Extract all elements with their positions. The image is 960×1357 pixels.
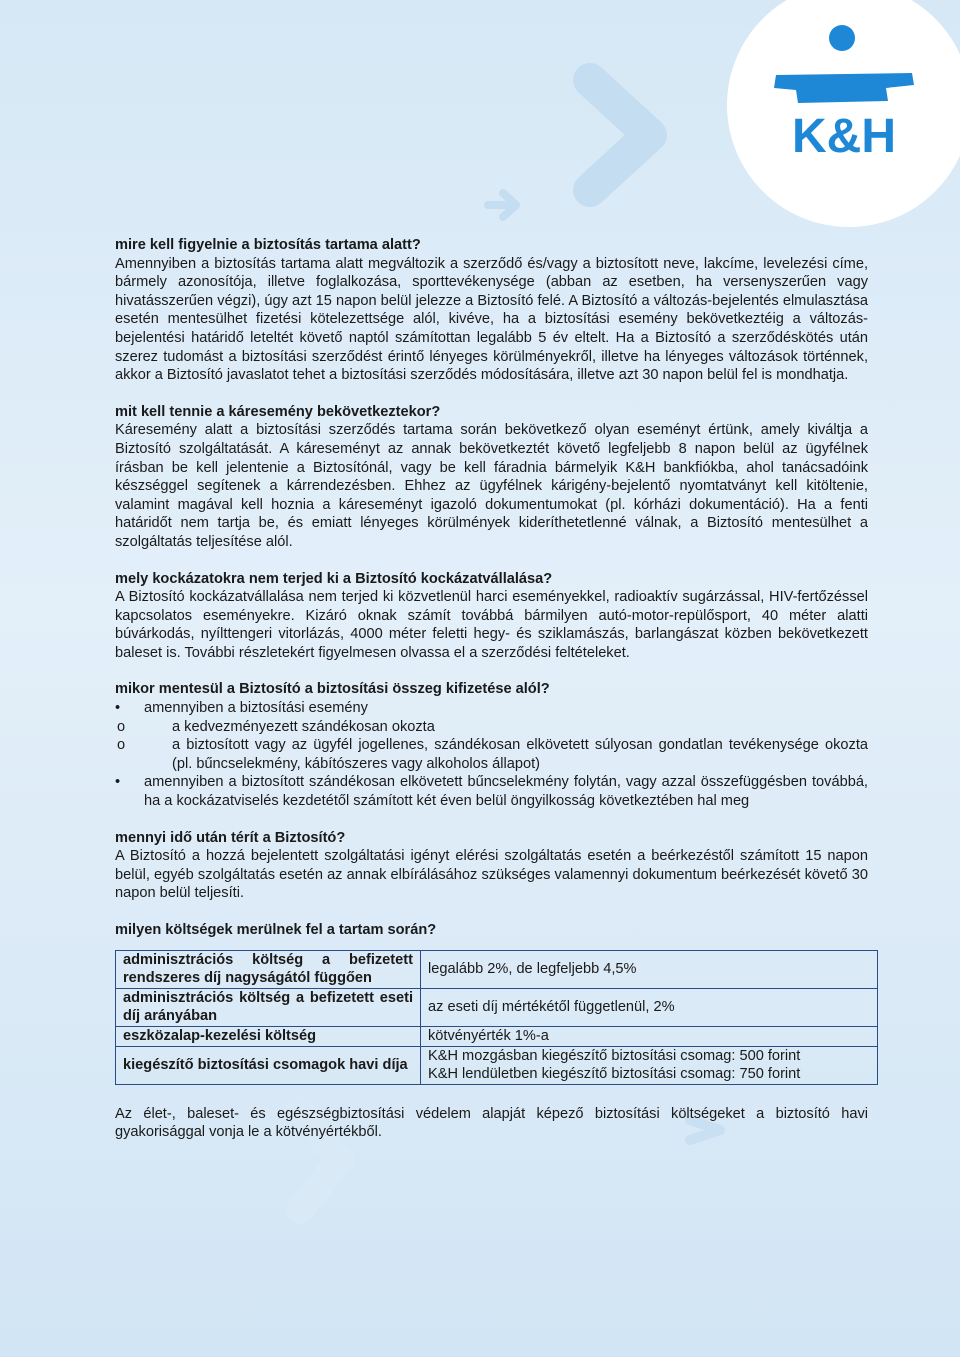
footer-paragraph: Az élet-, baleset- és egészségbiztosítási védelem alapját képező biztosítási költségeket a biztosító havi gyakorisággal vonja le a kötvényértékből. <box>115 1105 868 1141</box>
bullet-icon: • <box>115 700 121 717</box>
table-row <box>116 1026 878 1046</box>
list-item <box>115 773 868 810</box>
cost-type-cell: eszközalap-kezelési költség <box>116 1026 421 1046</box>
cost-value-cell: legalább 2%, de legfeljebb 4,5% <box>421 950 878 988</box>
table-row <box>116 1046 878 1084</box>
large-chevron-icon <box>590 80 650 190</box>
logo-text: K&H <box>792 110 896 163</box>
sub-list <box>117 718 868 774</box>
cost-value-cell: kötvényérték 1%-a <box>421 1026 878 1046</box>
section-paragraph: A Biztosító a hozzá bejelentett szolgáltatási igényt elérési szolgáltatás esetén a beérkezéstől számított 15 napon belül, egyéb szolgáltatás esetén az annak elbírálásához szükséges valamennyi dokumentum beérkezését követő 30 napon belül teljesíti. <box>115 848 868 902</box>
section-heading: mit kell tennie a káresemény bekövetkeztekor? <box>115 403 441 420</box>
document-body <box>115 236 868 1142</box>
bullet-icon: • <box>115 774 121 791</box>
list-item-text: amennyiben a biztosítási esemény <box>144 700 368 717</box>
section-paragraph: Káresemény alatt a biztosítási szerződés tartama során bekövetkező olyan eseményt értünk, amely kiváltja a Biztosító szolgáltatását. A káreseményt az annak bekövetkeztét követő legfeljebb 8 napon belül az ügyfélnek írásban be kell jelentenie a Biztosítónál, vagy be kell fáradnia bármelyik K&H bankfiókba, ahol tanácsadóink készséggel segítenek a kárrendezésben. Ehhez az ügyfélnek kárigény-bejelentő nyomtatványt kell kitöltenie, valamint magával kell hoznia a káreseményt igazoló dokumentumokat (pl. kórházi dokumentáció). Ha a fenti határidőt nem tartja be, és emiatt lényeges körülmények kideríthetetlenné válnak, a Biztosító mentesülhet a szolgáltatás teljesítése alól. <box>115 422 868 550</box>
cost-type-cell: adminisztrációs költség a befizetett eseti díj arányában <box>116 988 421 1026</box>
costs-table <box>115 950 878 1085</box>
sub-bullet-icon: o <box>117 737 126 754</box>
sub-list-item-text: a kedvezményezett szándékosan okozta <box>172 718 435 735</box>
section-paragraph: Amennyiben a biztosítás tartama alatt megváltozik a szerződő és/vagy a biztosított neve, lakcíme, levelezési címe, bármely azonosítója, illetve foglalkozása, sporttevékenysége (abban az esetben, ha versenyszerűen vagy hivatásszerűen végzi), úgy azt 15 napon belül jelezze a Biztosító felé. A Biztosító a változás-bejelentés elmulasztása esetén mentesülhet fizetési kötelezettsége alól, kivéve, ha a biztosítási esemény bekövetkeztéig a változás-bejelentési határidő leteltét követő naptól számítottan legalább 5 év eltelt. Ha a Biztosító a szerződéskötés után szerez tudomást a biztosítási szerződést érintő lényeges körülményekről, illetve ha lényeges változások történnek, akkor a Biztosító javaslatot tehet a biztosítási szerződés módosítására, illetve azt 30 napon belül fel is mondhatja. <box>115 255 868 384</box>
section-heading: mikor mentesül a Biztosító a biztosítási összeg kifizetése alól? <box>115 681 550 698</box>
sub-bullet-icon: o <box>117 718 126 735</box>
small-arrow-icon <box>488 193 516 217</box>
cost-type-cell: kiegészítő biztosítási csomagok havi díja <box>116 1046 421 1084</box>
sub-list-item <box>115 736 868 773</box>
list-item <box>115 699 868 773</box>
cost-type-cell: adminisztrációs költség a befizetett rendszeres díj nagyságától függően <box>116 950 421 988</box>
sub-list-item-text: a biztosított vagy az ügyfél jogellenes, szándékosan elkövetett súlyosan gondatlan tevékenysége okozta (pl. bűncselekmény, kábítószeres vagy alkoholos állapot) <box>172 737 868 772</box>
section-paragraph: A Biztosító kockázatvállalása nem terjed ki közvetlenül harci eseményekkel, radioaktív sugárzással, HIV-fertőzéssel kapcsolatos eseményekre. Kizáró oknak számít továbbá bármilyen autó-motor-repülősport, 40 méter alatti búvárkodás, nyílttengeri vitorlázás, 4000 méter feletti hegy- és sziklamászás, barlangászat közben bekövetkezett baleset is. További részletekért figyelmesen olvassa el a szerződési feltételeket. <box>115 589 868 661</box>
kh-logo <box>724 0 960 230</box>
logo-head-icon <box>829 25 855 51</box>
section-heading: mely kockázatokra nem terjed ki a Biztosító kockázatvállalása? <box>115 570 553 587</box>
cost-value-cell: K&H mozgásban kiegészítő biztosítási csomag: 500 forint K&H lendületben kiegészítő biztosítási csomag: 750 forint <box>421 1046 878 1084</box>
table-row <box>116 988 878 1026</box>
sub-list-item <box>115 718 868 737</box>
table-row <box>116 950 878 988</box>
section-heading: milyen költségek merülnek fel a tartam során? <box>115 922 437 938</box>
exemption-list <box>115 699 868 811</box>
section-heading: mennyi idő után térít a Biztosító? <box>115 829 346 846</box>
list-item-text: amennyiben a biztosított szándékosan elkövetett bűncselekmény folytán, vagy azzal összefüggésben továbbá, ha a kockázatviselés kezdetétől számított két éven belül öngyilkosság következtében hal meg <box>144 774 868 810</box>
cost-value-cell: az eseti díj mértékétől függetlenül, 2% <box>421 988 878 1026</box>
section-heading: mire kell figyelnie a biztosítás tartama alatt? <box>115 237 421 253</box>
